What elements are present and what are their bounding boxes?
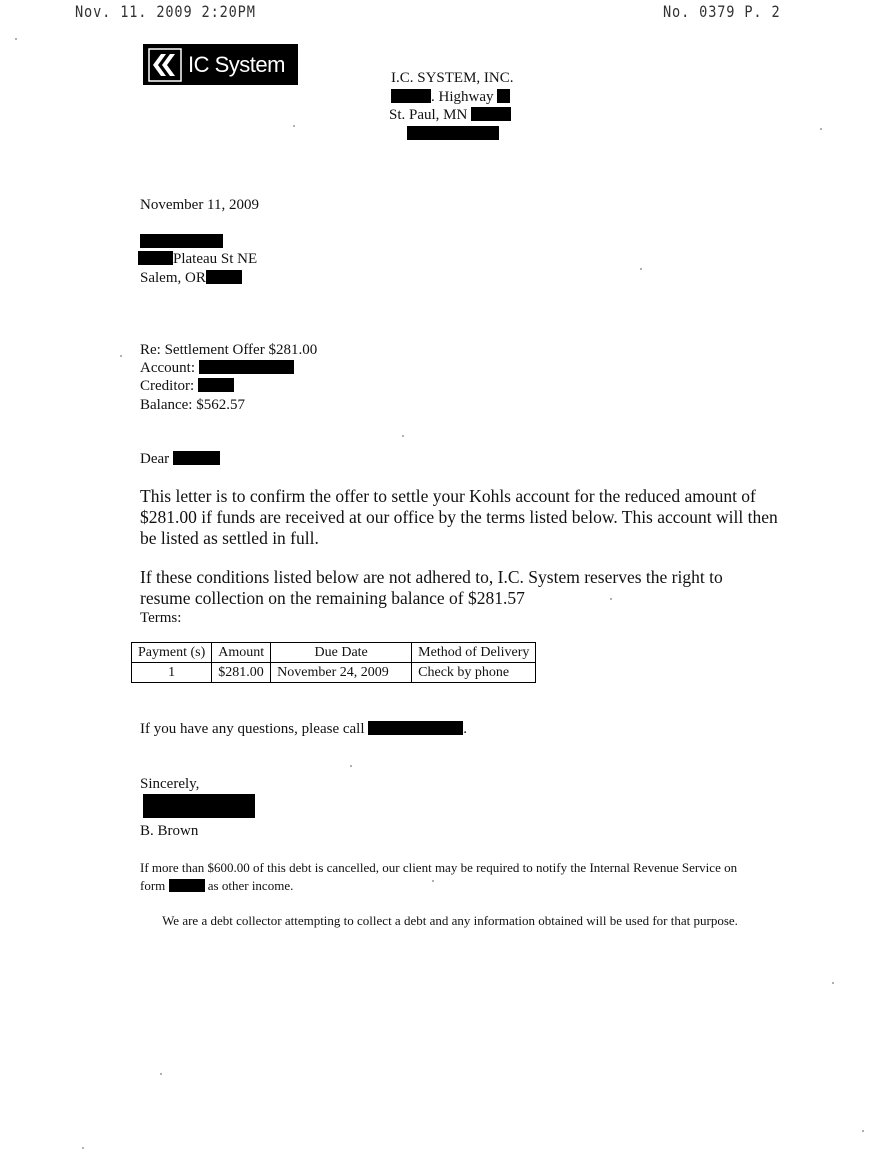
signature-redacted [143,794,255,821]
questions-suffix: . [463,721,468,737]
scan-speck [402,435,404,437]
redaction-bar [199,360,294,374]
terms-cell: November 24, 2009 [271,663,412,683]
scan-speck [820,128,822,130]
ic-system-logo-icon [148,48,182,82]
account-label: Account: [140,360,195,376]
sender-city-text: St. Paul, MN [389,107,468,123]
balance-line: Balance: $562.57 [140,397,245,413]
scan-speck [610,598,612,600]
terms-cell: $281.00 [212,663,271,683]
sender-street [391,89,510,106]
terms-label: Terms: [140,610,182,626]
scan-speck [862,1130,864,1132]
tax-notice-suffix: as other income. [207,878,294,893]
scan-speck [160,1073,162,1075]
scan-speck [120,355,122,357]
redaction-bar [407,126,499,140]
terms-header-row [132,643,536,663]
redaction-bar [143,794,255,818]
terms-header-cell: Method of Delivery [412,643,536,663]
paragraph-settlement: This letter is to confirm the offer to settle your Kohls account for the reduced amount of $281.00 if funds are received at our office by the terms listed below. This account will then be listed as settled in full. [140,486,778,548]
paragraph-conditions: If these conditions listed below are not adhered to, I.C. System reserves the right to resume collection on the remaining balance of $281.57 [140,567,723,608]
debt-collector-notice: We are a debt collector attempting to collect a debt and any information obtained will be used for that purpose. [162,913,738,928]
scan-speck [293,125,295,127]
redaction-bar [169,879,205,892]
letter-date: November 11, 2009 [140,197,260,213]
redaction-bar [138,251,173,265]
terms-row [132,663,536,683]
recipient-city-text: Salem, OR [140,270,206,286]
fax-header-right: No. 0379 P. 2 [663,2,781,21]
terms-header-cell: Due Date [271,643,412,663]
terms-cell: Check by phone [412,663,536,683]
questions-text: If you have any questions, please call [140,721,365,737]
redaction-bar [173,451,220,465]
redaction-bar [368,721,463,735]
questions-line [140,721,467,738]
redaction-bar [497,89,510,103]
scan-speck [15,38,17,40]
redaction-bar [471,107,511,121]
tax-notice-text: If more than $600.00 of this debt is cancelled, our client may be required to notify the Internal Revenue Service on form [140,860,738,893]
redaction-bar [206,270,242,284]
redaction-bar [391,89,431,103]
salutation [140,451,220,468]
scan-speck [350,765,352,767]
scan-speck [82,1147,84,1149]
recipient-name [140,233,223,251]
logo-text: IC System [188,51,285,77]
ic-system-logo [143,44,298,85]
recipient-street [138,251,257,268]
creditor-line [140,378,234,395]
redaction-bar [140,234,223,248]
sender-street-text: . Highway [431,89,494,105]
account-line [140,360,294,377]
scan-speck [640,268,642,270]
recipient-street-text: Plateau St NE [173,251,258,267]
redaction-bar [198,378,234,392]
scan-speck [832,982,834,984]
signer-name: B. Brown [140,823,199,839]
sender-phone [407,125,499,143]
sender-company: I.C. SYSTEM, INC. [391,70,514,86]
salutation-text: Dear [140,451,170,467]
terms-header-cell: Amount [212,643,271,663]
tax-notice [140,859,760,895]
creditor-label: Creditor: [140,378,195,394]
fax-header-left: Nov. 11. 2009 2:20PM [75,2,256,21]
scan-speck [432,880,434,882]
closing: Sincerely, [140,776,200,792]
sender-city [389,107,511,124]
terms-header-cell: Payment (s) [132,643,212,663]
terms-table [131,642,536,683]
terms-cell: 1 [132,663,212,683]
re-line: Re: Settlement Offer $281.00 [140,342,318,358]
recipient-city [140,270,242,287]
